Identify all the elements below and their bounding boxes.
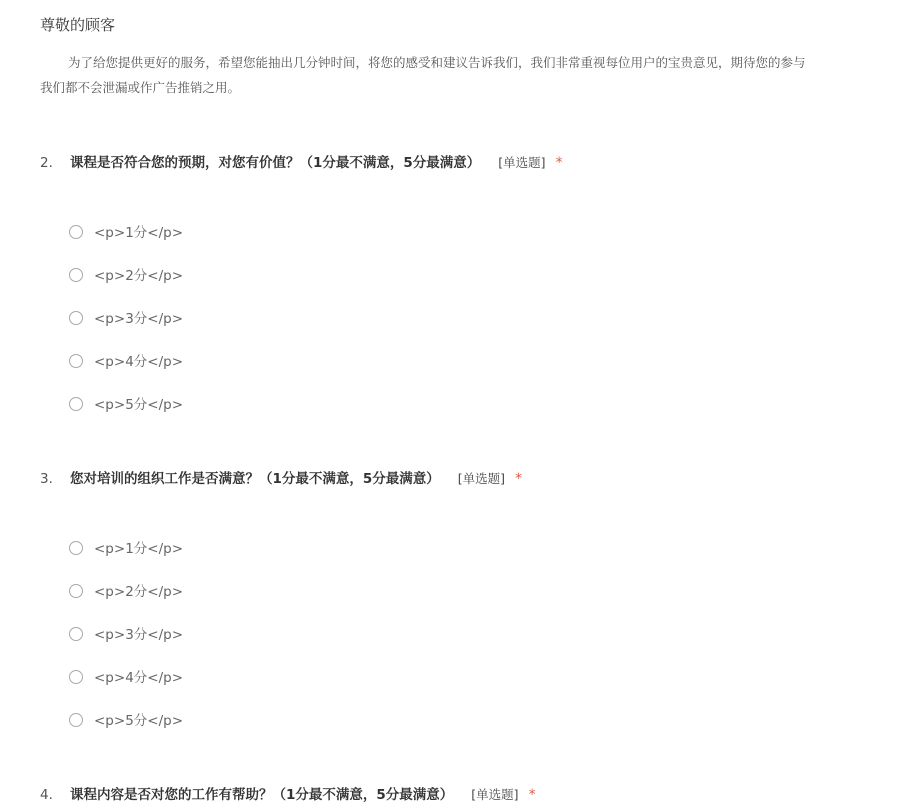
- survey-greeting: 尊敬的顾客: [40, 16, 116, 34]
- option-q3-2[interactable]: [69, 585, 183, 628]
- radio-button[interactable]: [69, 584, 83, 598]
- option-q2-1[interactable]: [69, 226, 183, 269]
- question-type-tag: [单选题]: [471, 787, 519, 802]
- option-q3-1[interactable]: [69, 542, 183, 585]
- option-q2-2[interactable]: [69, 269, 183, 312]
- radio-button[interactable]: [69, 670, 83, 684]
- option-label[interactable]: <p>2分</p>: [94, 584, 184, 600]
- option-label[interactable]: <p>4分</p>: [94, 670, 184, 686]
- option-label[interactable]: <p>4分</p>: [94, 354, 184, 370]
- required-marker: *: [515, 471, 523, 487]
- question-title: 课程是否符合您的预期，对您有价值？（1分最不满意，5分最满意）: [70, 155, 481, 171]
- option-q3-5[interactable]: [69, 714, 183, 757]
- option-q3-4[interactable]: [69, 671, 183, 714]
- question-3-header: [40, 467, 900, 491]
- radio-button[interactable]: [69, 354, 83, 368]
- question-title: 课程内容是否对您的工作有帮助？（1分最不满意，5分最满意）: [70, 787, 454, 803]
- option-label[interactable]: <p>3分</p>: [94, 311, 184, 327]
- option-label[interactable]: <p>3分</p>: [94, 627, 184, 643]
- intro-line-2: 我们都不会泄漏或作广告推销之用。: [40, 80, 241, 95]
- radio-button[interactable]: [69, 225, 83, 239]
- question-title: 您对培训的组织工作是否满意？（1分最不满意，5分最满意）: [70, 471, 440, 487]
- survey-intro: [40, 50, 900, 100]
- question-4-header: [40, 783, 900, 807]
- question-number: 4.: [40, 787, 53, 803]
- intro-line-1: 为了给您提供更好的服务，希望您能抽出几分钟时间，将您的感受和建议告诉我们，我们非常重视每位用户的宝贵意见，期待您的参与: [68, 55, 806, 70]
- option-q2-4[interactable]: [69, 355, 183, 398]
- radio-button[interactable]: [69, 397, 83, 411]
- option-q3-3[interactable]: [69, 628, 183, 671]
- option-label[interactable]: <p>1分</p>: [94, 225, 184, 241]
- option-q2-5[interactable]: [69, 398, 183, 441]
- option-label[interactable]: <p>5分</p>: [94, 713, 184, 729]
- option-q2-3[interactable]: [69, 312, 183, 355]
- question-number: 3.: [40, 471, 53, 487]
- question-3-options: [69, 542, 183, 757]
- question-type-tag: [单选题]: [457, 471, 506, 486]
- question-2-header: [40, 151, 900, 175]
- radio-button[interactable]: [69, 541, 83, 555]
- option-label[interactable]: <p>2分</p>: [94, 268, 184, 284]
- option-label[interactable]: <p>1分</p>: [94, 541, 184, 557]
- question-2-options: [69, 226, 183, 441]
- required-marker: *: [528, 787, 536, 803]
- question-number: 2.: [40, 155, 53, 171]
- radio-button[interactable]: [69, 268, 83, 282]
- question-type-tag: [单选题]: [498, 155, 546, 170]
- radio-button[interactable]: [69, 311, 83, 325]
- radio-button[interactable]: [69, 713, 83, 727]
- required-marker: *: [555, 155, 563, 171]
- radio-button[interactable]: [69, 627, 83, 641]
- option-label[interactable]: <p>5分</p>: [94, 397, 184, 413]
